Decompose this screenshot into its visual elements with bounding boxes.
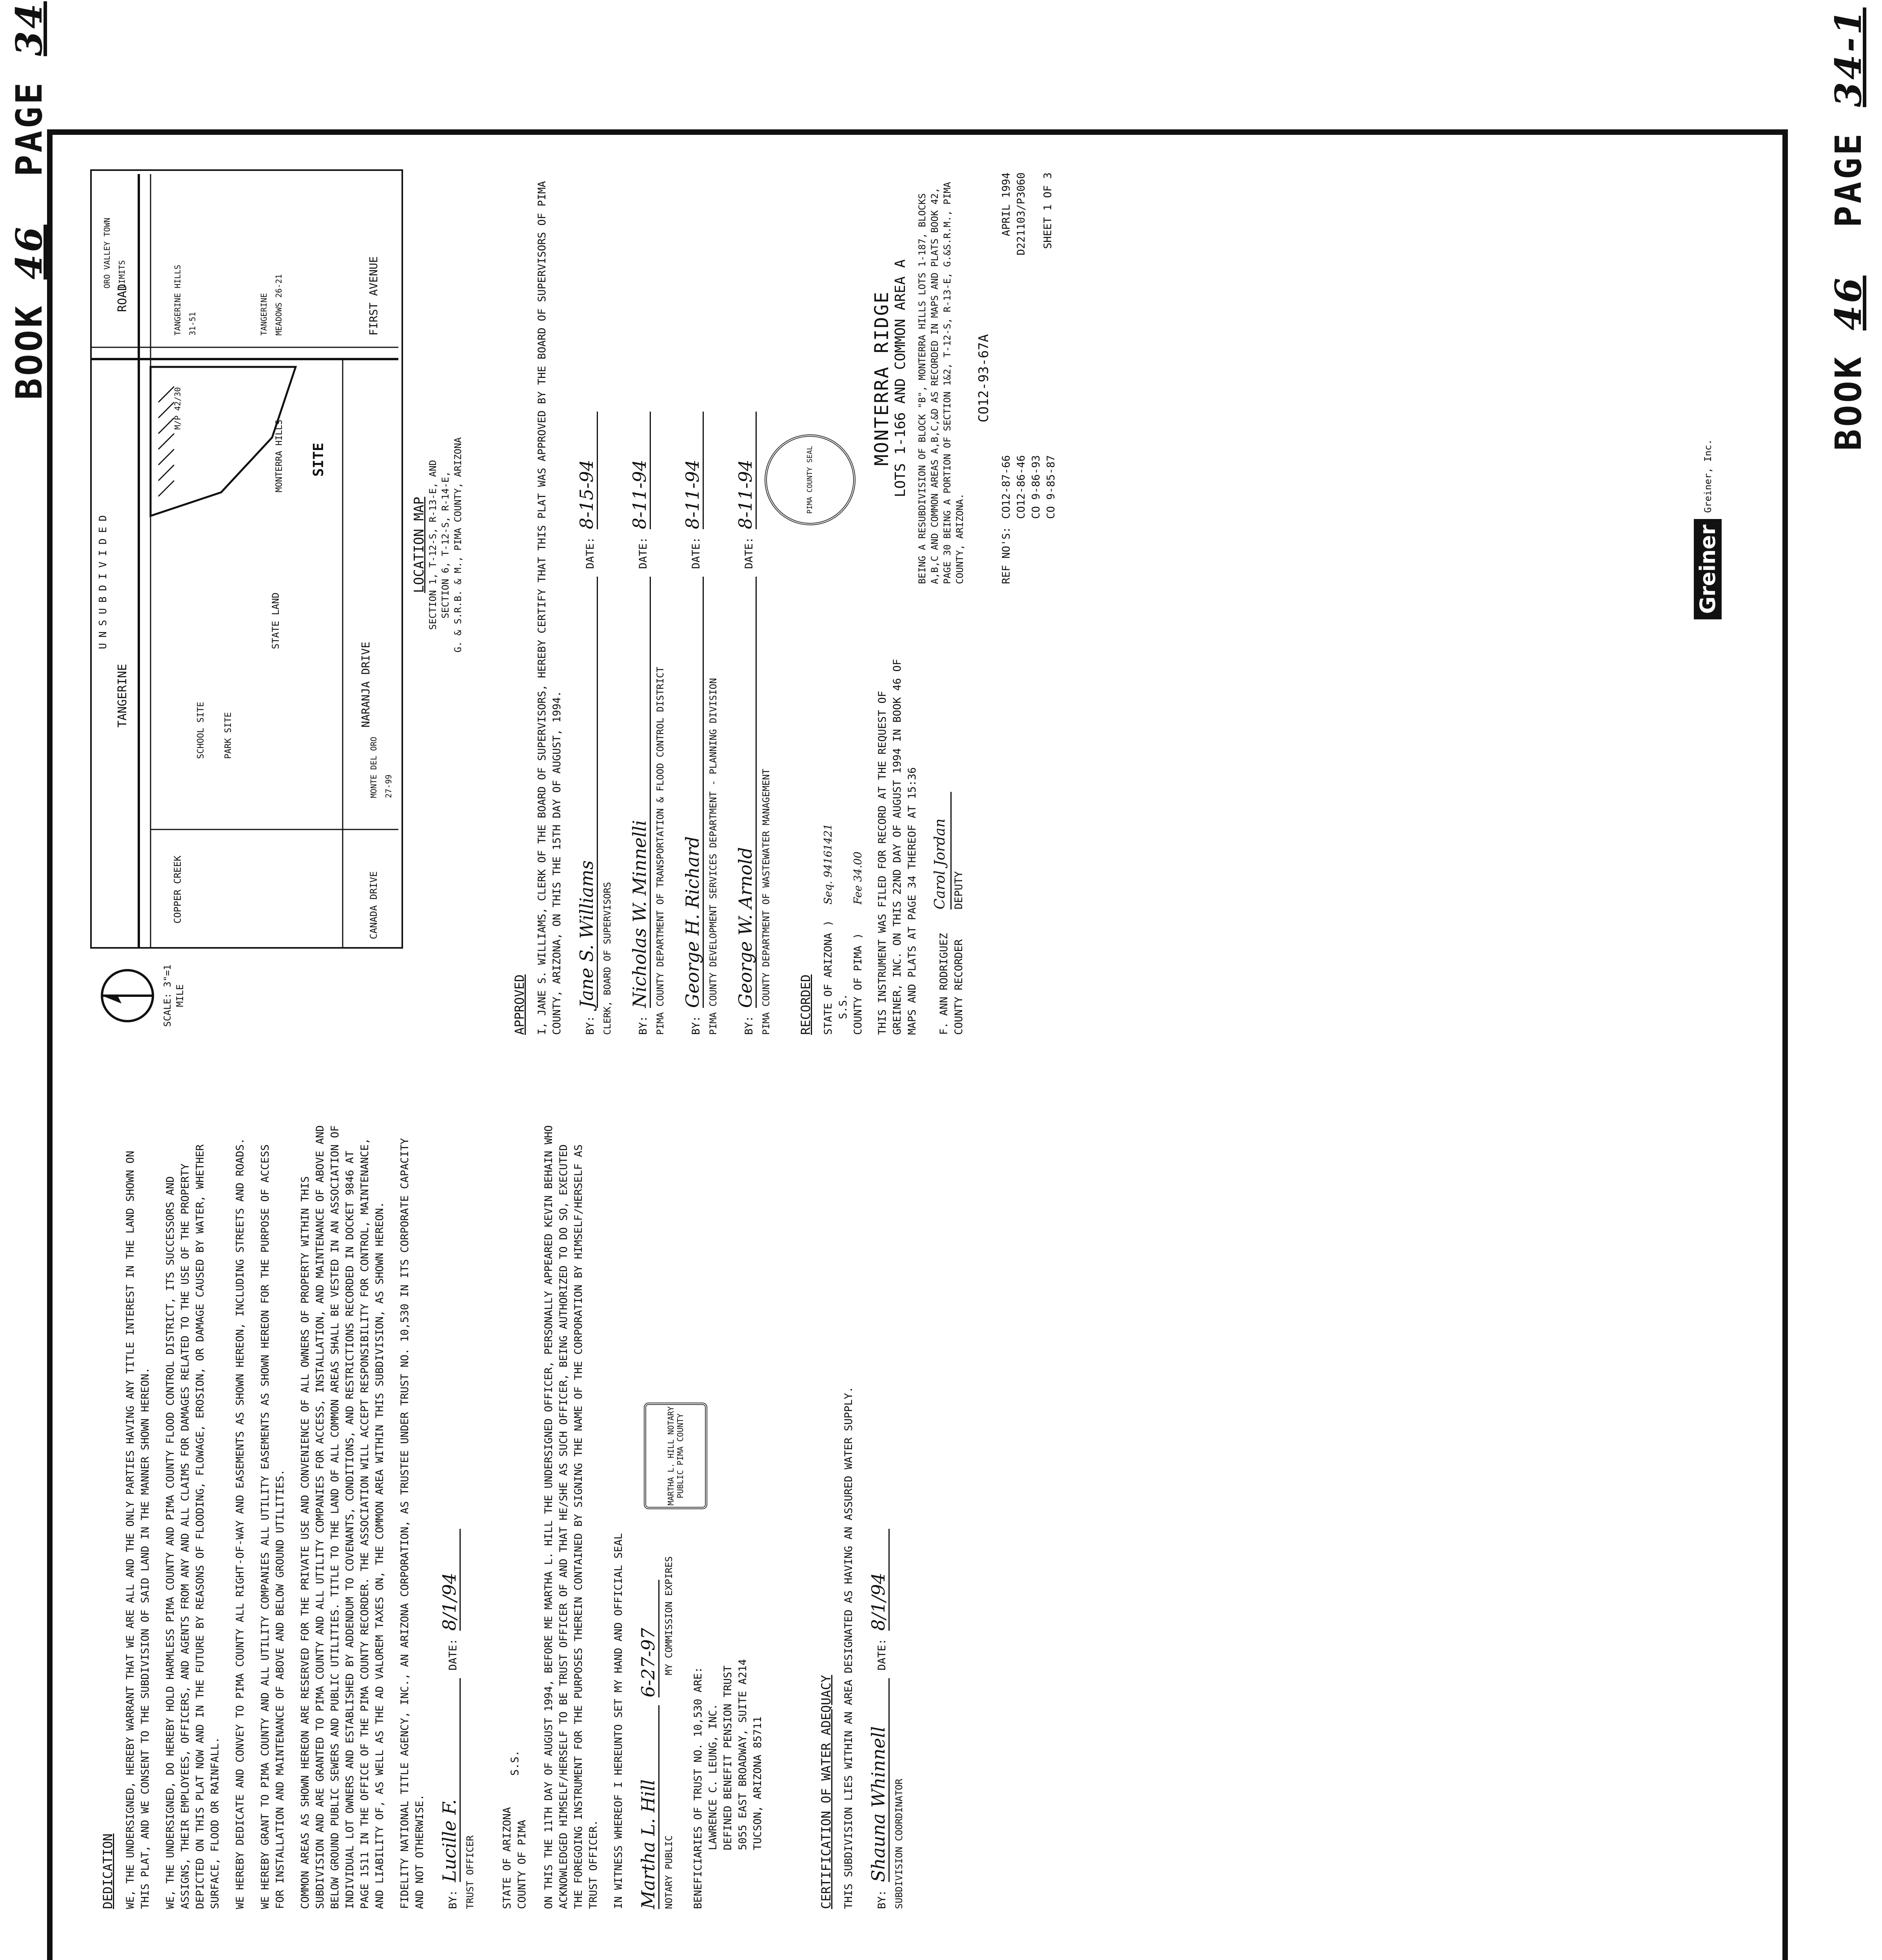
map-label-school-site: SCHOOL SITE: [196, 702, 206, 759]
water-signature-line: BY: Shauna Whinnell DATE: 8/1/94: [868, 1125, 890, 1909]
legend-item: [1091, 1956, 1106, 1960]
location-map-caption: [412, 368, 464, 721]
location-map-subtitle: G. & S.R.B. & M., PIMA COUNTY, ARIZONA: [452, 437, 463, 653]
legend-item: [933, 1956, 948, 1960]
map-label-monterra-hills: MONTERRA HILLS: [274, 419, 284, 492]
notary-commission-date: 6-27-97: [638, 1580, 659, 1697]
map-label-park-site: PARK SITE: [223, 712, 233, 759]
header-book-page: BOOK 46 PAGE 34: [8, 1, 50, 400]
map-label-copper-creek: COPPER CREEK: [172, 855, 183, 924]
recorded-text: THIS INSTRUMENT WAS FILED FOR RECORD AT THE REQUEST OF GREINER, INC. ON THIS 22ND DAY OF AUGUST 1994 IN BOOK 46 OF MAPS AND PLATS AT PAGE 34 THEREOF AT 15:36: [876, 659, 918, 1035]
assurances-signature-line: [827, 1956, 849, 1960]
engineering-text: [580, 1956, 610, 1960]
notary-signature: Martha L. Hill: [638, 1705, 659, 1909]
general-note: [247, 1956, 292, 1960]
trust-officer-signature: Lucille F.: [439, 1678, 461, 1882]
general-note: [123, 1956, 138, 1960]
notary-witness: IN WITNESS WHEREOF I HEREUNTO SET MY HAND AND OFFICIAL SEAL: [612, 1533, 625, 1909]
dedication-paragraph: WE, THE UNDERSIGNED, DO HEREBY HOLD HARMLESS PIMA COUNTY AND PIMA COUNTY FLOOD CONTROL DISTRICT, ITS SUCCESSORS AND ASSIGNS, THEIR EMPLOYEES, OFFICERS, AND AGENTS FROM ANY AND ALL CLAIMS FOR DAMAGES RELATED TO THE USE OF THE PROPERTY DEPICTED ON THIS PLAT NOW AND IN THE FUTURE BY REASONS OF FLOODING, FLOWAGE, EROSION, OR DAMAGE CAUSED BY WATER, WHETHER SURFACE, FLOOD OR RAINFALL.: [164, 1144, 221, 1909]
deputy-label: DEPUTY: [953, 871, 965, 909]
water-date: 8/1/94: [868, 1529, 890, 1631]
approval-date: 8-15-94: [576, 412, 598, 529]
map-label-monte-del-oro: MONTE DEL ORO 27-99: [369, 737, 393, 798]
approved-text: I, JANE S. WILLIAMS, CLERK OF THE BOARD OF SUPERVISORS, HEREBY CERTIFY THAT THIS PLAT WAS APPROVED BY THE BOARD OF SUPERVISORS OF PIMA COUNTY, ARIZONA, ON THIS THE 15TH DAY OF AUGUST, 1994.: [536, 181, 563, 1035]
location-map-title: LOCATION MAP: [411, 497, 427, 593]
legend-item: [1114, 1956, 1129, 1960]
legend-item: [993, 1956, 1008, 1960]
notary-ss: S.S.: [509, 1750, 521, 1776]
surveyor-block: [451, 1956, 580, 1960]
restrictive-notes-list: [325, 1956, 378, 1960]
map-scale: SCALE: 3"=1 MILE: [162, 964, 185, 1027]
greiner-logo-mark: Greiner: [1694, 519, 1722, 619]
deputy-signature: Carol Jordan: [930, 792, 952, 909]
dedication-paragraph: FIDELITY NATIONAL TITLE AGENCY, INC., AN ARIZONA CORPORATION, AS TRUSTEE UNDER TRUST NO. 10,530 IN ITS CORPORATE CAPACITY AND NOT OTHERWISE.: [399, 1138, 426, 1909]
restrictive-note: [325, 1956, 354, 1960]
north-arrow-icon: [98, 966, 157, 1025]
dedication-paragraph: WE, THE UNDERSIGNED, HEREBY WARRANT THAT WE ARE ALL AND THE ONLY PARTIES HAVING ANY TITLE INTEREST IN THE LAND SHOWN ON THIS PLAT, AND WE CONSENT TO THE SUBDIVISION OF SAID LAND IN THE MANNER SHOWN HEREON.: [124, 1151, 151, 1909]
approval-signature-block: BY: George H. Richard DATE: 8-11-94 PIMA COUNTY DEVELOPMENT SERVICES DEPARTMENT - PLANNING DIVISION: [682, 165, 719, 1035]
map-label-mp: M/P 42/30: [173, 387, 182, 430]
plat-date: APRIL 1994: [1000, 172, 1012, 236]
recorded-fee: Fee 34.00: [852, 851, 864, 905]
notary-seal: MARTHA L. HILL NOTARY PUBLIC PIMA COUNTY: [644, 1403, 707, 1509]
approval-title: PIMA COUNTY DEPARTMENT OF WASTEWATER MANAGEMENT: [761, 768, 772, 1035]
recorded-and-title: [788, 165, 1180, 1035]
approval-signature-block: BY: George W. Arnold DATE: 8-11-94 PIMA COUNTY DEPARTMENT OF WASTEWATER MANAGEMENT: [735, 165, 772, 1035]
location-map-drawing: [92, 174, 398, 947]
notary-county: COUNTY OF PIMA: [516, 1820, 528, 1909]
map-label-oro-valley: ORO VALLEY TOWN LIMITS: [102, 218, 127, 289]
case-number: CO12-93-67A: [976, 334, 992, 423]
beneficiary-line: DEFINED BENEFIT PENSION TRUST: [722, 1665, 734, 1850]
approval-signature-block: BY: Nicholas W. Minnelli DATE: 8-11-94 PIMA COUNTY DEPARTMENT OF TRANSPORTATION & FLOOD CONTROL DISTRICT: [629, 165, 667, 1035]
general-note: [223, 1956, 238, 1960]
beneficiary-line: TUCSON, ARIZONA 85711: [752, 1716, 764, 1850]
beneficiary-line: LAWRENCE C. LEUNG, INC.: [707, 1704, 719, 1850]
project-description: BEING A RESUBDIVISION OF BLOCK "B", MONTERRA HILLS LOTS 1-187, BLOCKS A,B,C AND COMMON AREAS A,B,C,&D AS RECORDED IN MAPS AND PLATS BOOK 42, PAGE 30 BEING A PORTION OF SECTION 1&2, T-12-S, R-13-E, G.&S.R.M., PIMA COUNTY, ARIZONA.: [917, 182, 965, 584]
notary-text: ON THIS THE 11TH DAY OF AUGUST 1994, BEFORE ME MARTHA L. HILL THE UNDERSIGNED OFFICER, PERSONALLY APPEARED KEVIN BEHAIN WHO ACKNOWLEDGED HIMSELF/HERSELF TO BE TRUST OFFICER OF AND THAT HE/SHE AS SUCH OFFICER, BEING AUTHORIZED TO DO SO, EXECUTED THE FOREGOING INSTRUMENT FOR THE PURPOSES THEREIN CONTAINED BY SIGNING THE NAME OF THE CORPORATION BY HIMSELF/HERSELF AS TRUST OFFICER.: [543, 1125, 599, 1909]
approved-heading: APPROVED: [512, 974, 527, 1035]
approval-signature: Nicholas W. Minnelli: [629, 577, 651, 1008]
map-label-unsubdivided: UNSUBDIVIDED: [97, 510, 109, 649]
dedication-paragraph: WE HEREBY DEDICATE AND CONVEY TO PIMA COUNTY ALL RIGHT-OF-WAY AND EASEMENTS AS SHOWN HEREON, INCLUDING STREETS AND ROADS.: [234, 1138, 246, 1909]
approval-date: 8-11-94: [629, 412, 651, 529]
recorded-county: COUNTY OF PIMA ): [852, 933, 864, 1035]
project-lots: LOTS 1-166 AND COMMON AREA A: [892, 259, 908, 497]
restrictive-notes-heading: [302, 1956, 317, 1960]
general-notes-heading: [100, 1956, 115, 1960]
ref-number: CO 9-86-93: [1030, 455, 1042, 519]
greiner-firm-name: Greiner, Inc.: [1702, 439, 1713, 513]
map-label-state-land: STATE LAND: [270, 592, 281, 649]
approval-signature: George W. Arnold: [735, 577, 757, 1008]
legend-heading: [887, 1956, 902, 1960]
map-label-naranja: NARANJA DRIVE: [359, 641, 372, 728]
legend-item: [1016, 1956, 1046, 1960]
map-label-road: ROAD: [116, 283, 129, 312]
recorded-ss: S.S.: [837, 993, 849, 1019]
engineer-block: [620, 1956, 738, 1960]
map-label-tangerine: TANGERINE: [116, 664, 129, 728]
dedication-paragraph: COMMON AREAS AS SHOWN HEREON ARE RESERVED FOR THE PRIVATE USE AND CONVENIENCE OF ALL OWNERS OF PROPERTY WITHIN THIS SUBDIVISION AND ARE GRANTED TO PIMA COUNTY AND ALL UTILITY COMPANIES FOR ACCESS, INSTALLATION, AND MAINTENANCE OF ABOVE AND BELOW GROUND PUBLIC SEWERS AND PUBLIC UTILITIES. TITLE TO THE LAND OF ALL COMMON AREAS SHALL BE VESTED IN AN ASSOCIATION OF INDIVIDUAL LOT OWNERS AND ESTABLISHED BY ADDENDUM TO COVENANTS, CONDITIONS, AND RESTRICTIONS RECORDED IN DOCKET 9846 AT PAGE 1511 IN THE OFFICE OF THE PIMA COUNTY RECORDER. THE ASSOCIATION WILL ACCEPT RESPONSIBILITY FOR CONTROL, MAINTENANCE, AND LIABILITY OF, AS WELL AS THE AD VALOREM TAXES ON, THE COMMON AREA WITHIN THIS SUBDIVISION, AS SHOWN HEREON.: [299, 1125, 386, 1909]
ref-number: CO12-86-46: [1015, 455, 1027, 519]
notary-venue: [500, 1125, 530, 1909]
legend: [910, 1956, 1129, 1960]
legend-item: [1054, 1956, 1083, 1960]
project-name: MONTERRA RIDGE: [871, 290, 893, 466]
recorded-docket: Seq. 94161421: [822, 824, 834, 905]
assurances-title: [865, 1956, 877, 1960]
ref-number: CO12-87-66: [1000, 455, 1012, 519]
dedication-heading: DEDICATION: [100, 1833, 115, 1909]
water-adequacy-heading: CERTIFICATION OF WATER ADEQUACY: [819, 1675, 834, 1909]
location-map-subtitle: SECTION 1, T-12-S, R-13-E, AND: [427, 460, 438, 630]
ref-number: CO 9-85-87: [1045, 455, 1057, 519]
approval-title: PIMA COUNTY DEPARTMENT OF TRANSPORTATION & FLOOD CONTROL DISTRICT: [655, 666, 666, 1035]
map-label-tangerine-meadows: TANGERINE MEADOWS 26-21: [259, 274, 283, 336]
assurances-text: [771, 1956, 816, 1960]
assurances-heading: [748, 1956, 763, 1960]
map-label-tangerine-hills: TANGERINE HILLS 31-51: [173, 265, 197, 336]
legend-item: [956, 1956, 985, 1960]
location-map-block: [90, 165, 502, 1035]
recorded-block: [788, 643, 966, 1035]
certification-of-survey-heading: [388, 1956, 403, 1960]
notary-labels: NOTARY PUBLIC MY COMMISSION EXPIRES: [663, 1556, 674, 1909]
general-note: [170, 1956, 215, 1960]
north-arrow-block: [98, 956, 186, 1035]
approval-signature: Jane S. Williams: [576, 577, 598, 1008]
restrictive-note: [363, 1956, 378, 1960]
water-signature: Shauna Whinnell: [868, 1678, 890, 1882]
approval-title: PIMA COUNTY DEVELOPMENT SERVICES DEPARTMENT - PLANNING DIVISION: [708, 678, 719, 1035]
greiner-logo: [1694, 439, 1722, 619]
map-label-canada-drive: CANADA DRIVE: [368, 871, 379, 939]
trust-date: 8/1/94: [439, 1529, 461, 1631]
map-label-site: SITE: [311, 443, 327, 477]
approval-date: 8-11-94: [735, 412, 757, 529]
location-map-subtitle: SECTION 6, T-12-S, R-14-E,: [440, 471, 451, 619]
approval-signature: George H. Richard: [682, 577, 704, 1008]
title-block: [871, 172, 1059, 584]
beneficiary-line: 5055 EAST BROADWAY, SUITE A214: [737, 1659, 749, 1850]
column-notes: [90, 1956, 1137, 1960]
water-title: SUBDIVISION COORDINATOR: [894, 1779, 905, 1909]
general-notes-list: [123, 1956, 292, 1960]
recorded-heading: RECORDED: [798, 974, 813, 1035]
recorder-name: F. ANN RODRIGUEZ: [938, 933, 950, 1035]
footer-book-page: BOOK 46 PAGE 34-1: [1827, 7, 1869, 451]
survey-certification-text: [411, 1956, 441, 1960]
column-dedication: [90, 1125, 905, 1909]
trust-officer-signature-line: BY: Lucille F. DATE: 8/1/94: [439, 1125, 461, 1909]
recorded-state: STATE OF ARIZONA ): [822, 920, 834, 1035]
ref-label: REF NO'S:: [1000, 526, 1012, 584]
notary-signature-line: [638, 1125, 659, 1909]
county-seal: PIMA COUNTY SEAL: [765, 434, 856, 525]
assurances-title: [852, 1956, 865, 1960]
approval-signatures: [576, 165, 772, 1035]
general-note: [147, 1956, 162, 1960]
approval-date: 8-11-94: [682, 412, 704, 529]
approval-title: CLERK, BOARD OF SUPERVISORS: [602, 882, 613, 1035]
approval-signature-block: BY: Jane S. Williams DATE: 8-15-94 CLERK, BOARD OF SUPERVISORS: [576, 165, 614, 1035]
beneficiaries-label: BENEFICIARIES OF TRUST NO. 10,530 ARE:: [692, 1667, 704, 1909]
trust-officer-label: TRUST OFFICER: [465, 1835, 476, 1909]
map-label-first-avenue: FIRST AVENUE: [367, 256, 380, 336]
location-map: [90, 169, 403, 949]
legend-item: [910, 1956, 925, 1960]
water-adequacy-text: THIS SUBDIVISION LIES WITHIN AN AREA DESIGNATED AS HAVING AN ASSURED WATER SUPPLY.: [843, 1387, 855, 1909]
notary-state: STATE OF ARIZONA: [501, 1807, 513, 1909]
dedication-paragraph: WE HEREBY GRANT TO PIMA COUNTY AND ALL UTILITY COMPANIES ALL UTILITY EASEMENTS AS SHOWN HEREON FOR THE PURPOSE OF ACCESS FOR INSTALLATION AND MAINTENANCE OF ABOVE AND BELOW GROUND UTILITIES.: [259, 1144, 286, 1909]
sheet-number: SHEET 1 OF 3: [1042, 172, 1054, 249]
job-number: D221103/P3060: [1015, 172, 1027, 256]
recorder-title: COUNTY RECORDER: [953, 939, 965, 1035]
column-approvals: [90, 165, 1180, 1035]
